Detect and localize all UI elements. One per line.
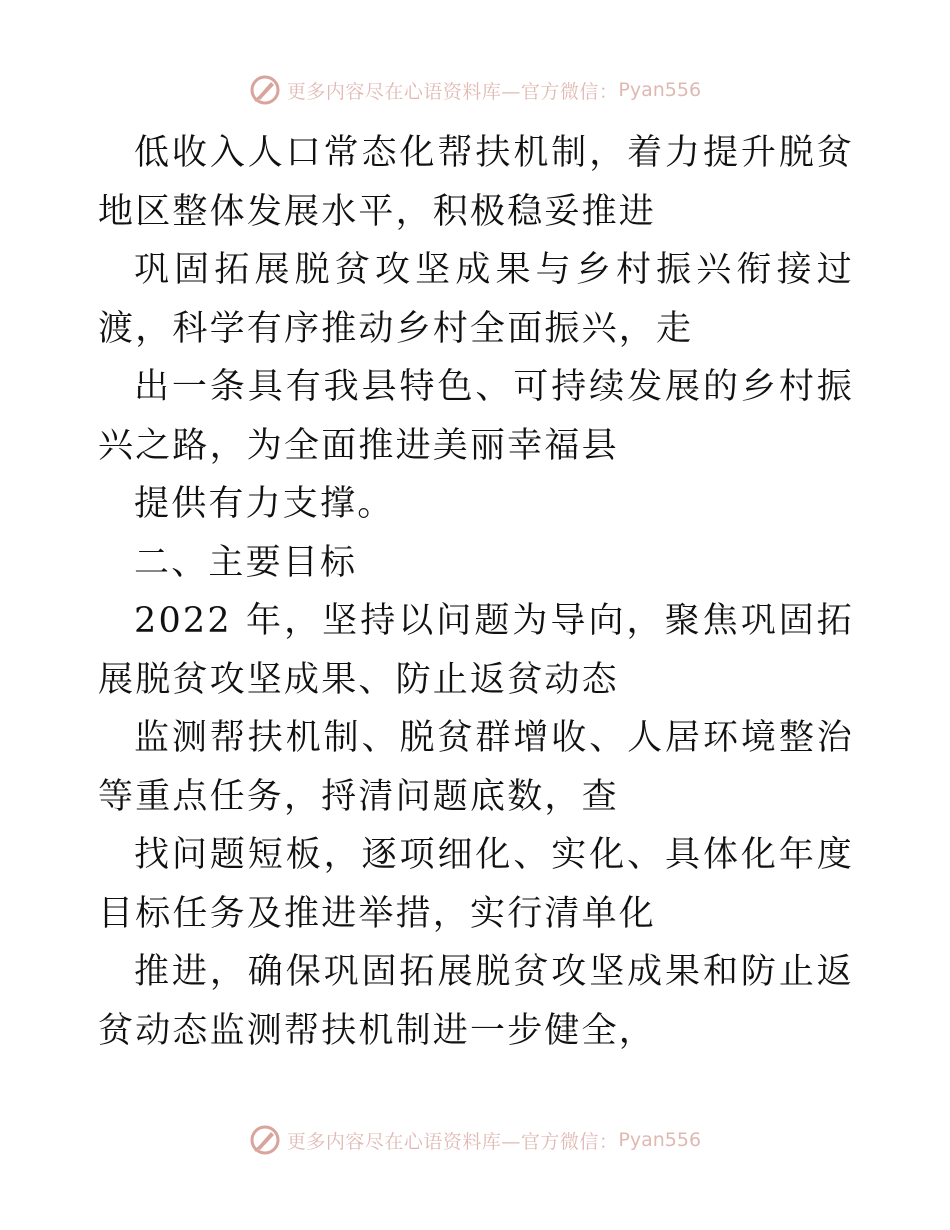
banner-text: 更多内容尽在心语资料库—官方微信： <box>286 80 619 103</box>
paragraph: 推进，确保巩固拓展脱贫攻坚成果和防止返贫动态监测帮扶机制进一步健全， <box>98 952 854 1051</box>
paragraph: 找问题短板，逐项细化、实化、具体化年度目标任务及推进举措，实行清单化 <box>98 835 854 934</box>
paragraph: 监测帮扶机制、脱贫群增收、人居环境整治等重点任务，捋清问题底数，查 <box>98 718 854 817</box>
paragraph: 出一条具有我县特色、可持续发展的乡村振兴之路，为全面推进美丽幸福县 <box>98 367 854 466</box>
banner-wechat-id: Pyan556 <box>618 1129 702 1151</box>
footer-banner <box>0 1120 950 1160</box>
banner-wechat-id: Pyan556 <box>618 79 702 101</box>
paragraph: 巩固拓展脱贫攻坚成果与乡村振兴衔接过渡，科学有序推动乡村全面振兴，走 <box>98 250 854 349</box>
quill-logo-icon <box>249 74 281 106</box>
paragraph: 2022 年，坚持以问题为导向，聚焦巩固拓展脱贫攻坚成果、防止返贫动态 <box>98 601 854 700</box>
paragraph: 低收入人口常态化帮扶机制，着力提升脱贫地区整体发展水平，积极稳妥推进 <box>98 133 854 232</box>
section-heading: 二、主要目标 <box>134 542 358 583</box>
banner-text: 更多内容尽在心语资料库—官方微信： <box>286 1130 619 1153</box>
header-banner <box>0 70 950 110</box>
quill-logo-icon <box>249 1124 281 1156</box>
document-body <box>98 124 854 1060</box>
paragraph: 提供有力支撑。 <box>134 484 395 524</box>
